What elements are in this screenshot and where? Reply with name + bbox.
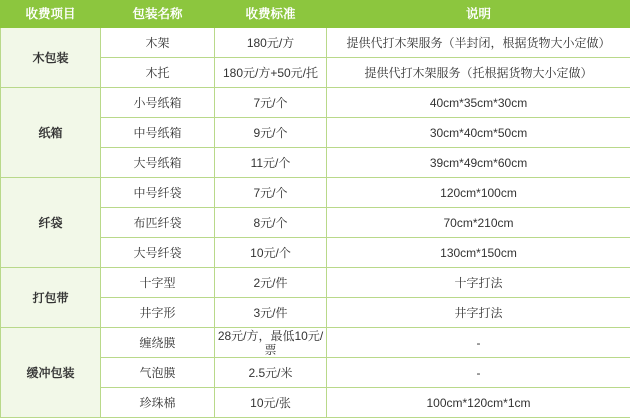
price-cell: 2元/件 [215, 268, 327, 298]
column-header-description: 说明 [327, 1, 630, 28]
category-cell: 打包带 [1, 268, 101, 328]
package-name-cell: 井字形 [101, 298, 215, 328]
description-cell: 十字打法 [327, 268, 630, 298]
description-cell: - [327, 358, 630, 388]
price-cell: 9元/个 [215, 118, 327, 148]
description-cell: 40cm*35cm*30cm [327, 88, 630, 118]
price-cell: 7元/个 [215, 178, 327, 208]
description-cell: 39cm*49cm*60cm [327, 148, 630, 178]
package-name-cell: 大号纸箱 [101, 148, 215, 178]
table-header [1, 1, 630, 28]
column-header-price-standard: 收费标准 [215, 1, 327, 28]
package-name-cell: 布匹纤袋 [101, 208, 215, 238]
description-cell: 提供代打木架服务（托根据货物大小定做） [327, 58, 630, 88]
package-name-cell: 十字型 [101, 268, 215, 298]
price-cell: 2.5元/米 [215, 358, 327, 388]
table-row [1, 178, 630, 208]
category-cell: 纤袋 [1, 178, 101, 268]
package-name-cell: 木托 [101, 58, 215, 88]
table-row [1, 328, 630, 358]
table-body [1, 28, 630, 418]
price-cell: 180元/方 [215, 28, 327, 58]
package-name-cell: 中号纸箱 [101, 118, 215, 148]
column-header-package-name: 包装名称 [101, 1, 215, 28]
price-cell: 11元/个 [215, 148, 327, 178]
package-name-cell: 珍珠棉 [101, 388, 215, 418]
description-cell: 提供代打木架服务（半封闭，根据货物大小定做） [327, 28, 630, 58]
column-header-category: 收费项目 [1, 1, 101, 28]
description-cell: 100cm*120cm*1cm [327, 388, 630, 418]
package-name-cell: 小号纸箱 [101, 88, 215, 118]
price-cell: 3元/件 [215, 298, 327, 328]
description-cell: 井字打法 [327, 298, 630, 328]
table-row [1, 268, 630, 298]
category-cell: 木包装 [1, 28, 101, 88]
price-cell: 7元/个 [215, 88, 327, 118]
package-name-cell: 大号纤袋 [101, 238, 215, 268]
table-row [1, 28, 630, 58]
package-name-cell: 木架 [101, 28, 215, 58]
description-cell: - [327, 328, 630, 358]
price-cell: 180元/方+50元/托 [215, 58, 327, 88]
description-cell: 30cm*40cm*50cm [327, 118, 630, 148]
price-cell: 8元/个 [215, 208, 327, 238]
description-cell: 70cm*210cm [327, 208, 630, 238]
package-name-cell: 气泡膜 [101, 358, 215, 388]
package-name-cell: 缠绕膜 [101, 328, 215, 358]
category-cell: 纸箱 [1, 88, 101, 178]
price-cell: 10元/个 [215, 238, 327, 268]
price-cell: 10元/张 [215, 388, 327, 418]
price-cell: 28元/方，最低10元/票 [215, 328, 327, 358]
description-cell: 130cm*150cm [327, 238, 630, 268]
category-cell: 缓冲包装 [1, 328, 101, 418]
table-header-row [1, 1, 630, 28]
table-row [1, 88, 630, 118]
package-name-cell: 中号纤袋 [101, 178, 215, 208]
description-cell: 120cm*100cm [327, 178, 630, 208]
